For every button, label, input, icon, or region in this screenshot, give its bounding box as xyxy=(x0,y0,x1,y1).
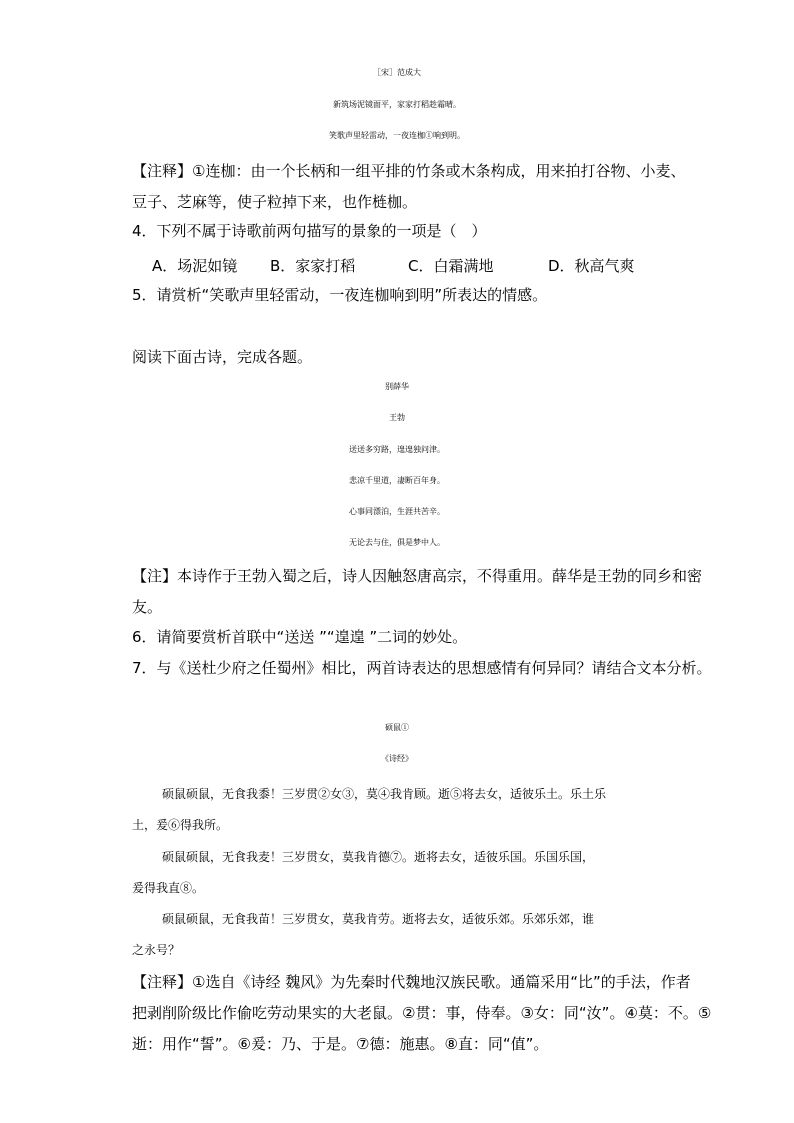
option-b: B．家家打稻 xyxy=(270,257,356,275)
question-5: 5．请赏析“笑歌声里轻雷动，一夜连枷响到明”所表达的情感。 xyxy=(132,286,548,304)
section3-stanza-1-line-2: 土，爰⑥得我所。 xyxy=(132,818,229,832)
question-6: 6．请简要赏析首联中“送送 ”“遑遑 ”二词的妙处。 xyxy=(132,628,468,646)
poem1-line-2: 笑歌声里轻雷动，一夜连枷①响到明。 xyxy=(329,131,465,140)
poem1-line-1: 新筑场泥镜面平，家家打稻趁霜晴。 xyxy=(333,100,461,109)
section2-poem-line: 悲凉千里道，凄断百年身。 xyxy=(349,476,445,485)
section2-note-line-1: 【注】本诗作于王勃入蜀之后，诗人因触怒唐高宗，不得重用。薛华是王勃的同乡和密 xyxy=(132,567,703,585)
question-7: 7．与《送杜少府之任蜀州》相比，两首诗表达的思想感情有何异同？请结合文本分析。 xyxy=(132,659,712,677)
section3-note-line-2: 把剥削阶级比作偷吃劳动果实的大老鼠。②贯：事，侍奉。③女：同“汝”。④莫：不。⑤ xyxy=(132,1004,712,1022)
section3-stanza-1-line-1: 硕鼠硕鼠，无食我黍！三岁贯②女③，莫④我肯顾。逝⑤将去女，适彼乐土。乐土乐 xyxy=(162,787,607,801)
section3-poem-source: 《诗经》 xyxy=(381,754,413,763)
section2-intro: 阅读下面古诗，完成各题。 xyxy=(132,348,313,366)
poem1-note-line-2: 豆子、芝麻等，使子粒掉下来，也作梿枷。 xyxy=(132,193,418,211)
section3-stanza-2-line-1: 硕鼠硕鼠，无食我麦！三岁贯女，莫我肯德⑦。逝将去女，适彼乐国。乐国乐国， xyxy=(162,850,595,864)
section3-note-line-3: 逝：用作“誓”。⑥爰：乃、于是。⑦德：施惠。⑧直：同“值”。 xyxy=(132,1035,549,1053)
section2-poem-line: 心事同漂泊，生涯共苦辛。 xyxy=(349,507,445,516)
option-a: A．场泥如镜 xyxy=(152,257,238,275)
poem1-note-line-1: 【注释】①连枷：由一个长柄和一组平排的竹条或木条构成，用来拍打谷物、小麦、 xyxy=(132,162,686,180)
poem1-author: ［宋］范成大 xyxy=(373,68,421,77)
section3-stanza-3-line-1: 硕鼠硕鼠，无食我苗！三岁贯女，莫我肯劳。逝将去女，适彼乐郊。乐郊乐郊，谁 xyxy=(162,912,595,926)
section2-note-line-2: 友。 xyxy=(132,598,163,616)
section2-poem-title: 别薛华 xyxy=(385,382,409,391)
option-c: C．白霜满地 xyxy=(408,257,494,275)
section3-poem-title: 硕鼠① xyxy=(385,723,409,732)
section3-note-line-1: 【注释】①选自《诗经 魏风》为先秦时代魏地汉族民歌。通篇采用“比”的手法，作者 xyxy=(132,973,691,991)
section2-poem-line: 送送多穷路，遑遑独问津。 xyxy=(349,445,445,454)
section2-poem-author: 王勃 xyxy=(389,413,405,422)
question-4-stem: 4．下列不属于诗歌前两句描写的景象的一项是（ ） xyxy=(132,222,487,240)
section2-poem-line: 无论去与住，俱是梦中人。 xyxy=(349,538,445,547)
section3-stanza-3-line-2: 之永号？ xyxy=(132,943,181,957)
section3-stanza-2-line-2: 爰得我直⑧。 xyxy=(132,881,205,895)
question-4-options xyxy=(152,255,635,275)
option-d: D．秋高气爽 xyxy=(548,257,635,275)
